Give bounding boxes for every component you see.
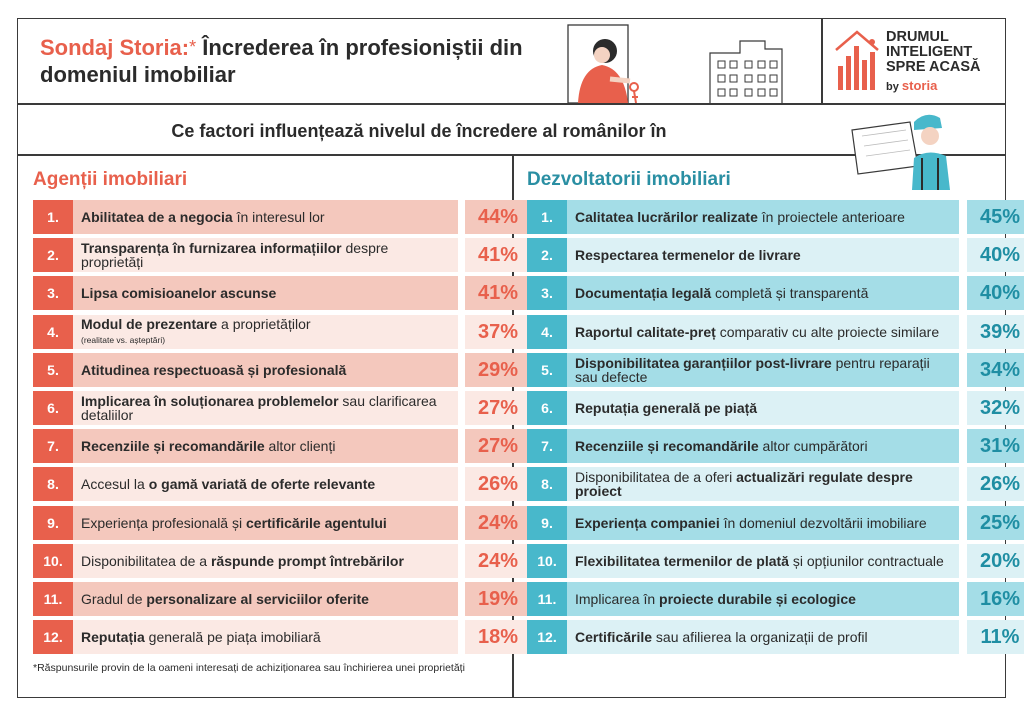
rank-number: 5.	[33, 353, 73, 387]
title-brand: Sondaj Storia:	[40, 35, 190, 60]
factor-text-bold: Transparența în furnizarea informațiilor	[81, 240, 342, 256]
factor-text	[81, 286, 276, 300]
table-row	[33, 353, 533, 387]
factor-text	[81, 241, 452, 269]
factor-text-bold: Implicarea în soluționarea problemelor	[81, 393, 339, 409]
left-section-title: Agenții imobiliari	[33, 169, 188, 190]
table-row	[33, 544, 533, 578]
factor-label	[73, 200, 458, 234]
factor-text-pre: Gradul de	[81, 591, 147, 607]
factor-text-bold: o gamă variată de oferte relevante	[148, 476, 376, 492]
table-row	[527, 315, 1024, 349]
right-section-title: Dezvoltatorii imobiliari	[527, 169, 731, 190]
factor-text-bold: Atitudinea respectuoasă și profesională	[81, 362, 347, 378]
percentage-value: 25%	[967, 506, 1024, 540]
factor-text	[81, 516, 387, 530]
factor-label	[73, 467, 458, 501]
table-row	[527, 582, 1024, 616]
rank-number: 3.	[33, 276, 73, 310]
factor-text	[81, 210, 325, 224]
factor-text-bold: Experiența companiei	[575, 515, 720, 531]
factor-text	[575, 630, 868, 644]
table-row	[527, 429, 1024, 463]
factor-text	[575, 248, 801, 262]
factor-text	[575, 470, 953, 498]
logo-line-3: SPRE ACASĂ	[886, 59, 981, 75]
factor-text	[81, 630, 321, 644]
factor-text	[81, 394, 452, 422]
table-row	[527, 391, 1024, 425]
factor-text-bold: personalizare al serviciilor oferite	[146, 591, 369, 607]
logo-by: by	[886, 81, 899, 93]
factor-text-rest: despre proprietăți	[81, 240, 389, 270]
factor-text	[81, 439, 335, 453]
factor-text	[81, 477, 375, 491]
factor-label	[567, 315, 959, 349]
percentage-value: 26%	[465, 467, 531, 501]
table-row	[527, 620, 1024, 654]
factor-text	[575, 401, 757, 415]
percentage-value: 41%	[465, 238, 531, 272]
factor-label	[567, 276, 959, 310]
factor-text-pre: Accesul la	[81, 476, 149, 492]
factor-text	[575, 554, 944, 568]
factor-text-rest: și opțiunilor contractuale	[788, 553, 944, 569]
factor-text-rest: a proprietăților	[217, 316, 311, 332]
table-row	[527, 353, 1024, 387]
factor-text-rest: sau clarificarea detaliilor	[81, 393, 437, 423]
storia-logo	[832, 26, 1002, 96]
subtitle: Ce factori influențează nivelul de încredere al românilor în	[171, 121, 667, 141]
rank-number: 9.	[33, 506, 73, 540]
factor-text-rest: generală pe piața imobiliară	[144, 629, 321, 645]
rank-number: 8.	[527, 467, 567, 501]
rank-number: 11.	[527, 582, 567, 616]
table-row	[33, 276, 533, 310]
percentage-value: 24%	[465, 544, 531, 578]
percentage-value: 29%	[465, 353, 531, 387]
factor-label	[567, 353, 959, 387]
factor-text-bold: Abilitatea de a negocia	[81, 209, 233, 225]
factor-text	[575, 286, 868, 300]
house-bars-icon	[832, 26, 882, 92]
columns-divider	[512, 154, 514, 698]
factor-text-bold: răspunde prompt întrebărilor	[210, 553, 404, 569]
factor-text	[575, 592, 856, 606]
factor-text-bold: certificările agentului	[246, 515, 387, 531]
factor-label	[567, 620, 959, 654]
factor-label	[567, 506, 959, 540]
factor-label	[73, 429, 458, 463]
table-row	[33, 315, 533, 349]
rank-number: 7.	[527, 429, 567, 463]
table-row	[33, 429, 533, 463]
factor-text-bold: Modul de prezentare	[81, 316, 218, 332]
percentage-value: 26%	[967, 467, 1024, 501]
factor-text-bold: proiecte durabile și ecologice	[659, 591, 856, 607]
percentage-value: 20%	[967, 544, 1024, 578]
percentage-value: 40%	[967, 238, 1024, 272]
rank-number: 7.	[33, 429, 73, 463]
table-row	[527, 506, 1024, 540]
percentage-value: 11%	[967, 620, 1024, 654]
factor-text-bold: Recenziile și recomandările	[575, 438, 759, 454]
factor-label	[567, 429, 959, 463]
factor-label	[73, 391, 458, 425]
rank-number: 5.	[527, 353, 567, 387]
percentage-value: 37%	[465, 315, 531, 349]
percentage-value: 16%	[967, 582, 1024, 616]
factor-text	[81, 554, 404, 568]
table-row	[33, 467, 533, 501]
factor-text-rest: altor cumpărători	[758, 438, 868, 454]
rank-number: 12.	[527, 620, 567, 654]
percentage-value: 44%	[465, 200, 531, 234]
factor-label	[73, 620, 458, 654]
rank-number: 4.	[33, 315, 73, 349]
factor-text-rest: în interesul lor	[232, 209, 325, 225]
percentage-value: 41%	[465, 276, 531, 310]
factor-label	[567, 467, 959, 501]
table-row	[33, 620, 533, 654]
factor-text-bold: actualizări regulate despre proiect	[575, 469, 913, 499]
logo-storia: storia	[901, 78, 938, 93]
title-asterisk: *	[189, 37, 197, 57]
table-row	[33, 391, 533, 425]
factor-text-bold: Raportul calitate-preț	[575, 324, 716, 340]
percentage-value: 32%	[967, 391, 1024, 425]
factor-text-bold: Certificările	[575, 629, 653, 645]
factor-text-rest: comparativ cu alte proiecte similare	[715, 324, 940, 340]
rank-number: 1.	[33, 200, 73, 234]
table-row	[527, 467, 1024, 501]
table-row	[527, 276, 1024, 310]
rank-number: 9.	[527, 506, 567, 540]
factor-text-bold: Disponibilitatea garanțiilor post-livrare	[575, 355, 832, 371]
table-row	[527, 544, 1024, 578]
table-row	[527, 238, 1024, 272]
factor-label	[567, 391, 959, 425]
factor-text	[575, 439, 868, 453]
factor-text	[575, 356, 953, 384]
factor-text-note: (realitate vs. așteptări)	[81, 335, 166, 345]
factor-label	[73, 544, 458, 578]
table-row	[527, 200, 1024, 234]
factor-label	[73, 506, 458, 540]
factor-text-bold: Flexibilitatea termenilor de plată	[575, 553, 789, 569]
header-vertical-divider	[821, 18, 823, 104]
factor-text	[575, 325, 939, 339]
factor-text	[575, 516, 927, 530]
rank-number: 2.	[527, 238, 567, 272]
factor-text-pre: Disponibilitatea de a oferi	[575, 469, 737, 485]
worker-with-blueprint-illustration	[848, 108, 958, 190]
woman-with-keys-illustration	[560, 19, 820, 103]
logo-line-1: DRUMUL	[886, 29, 949, 45]
percentage-value: 39%	[967, 315, 1024, 349]
factor-text-pre: Disponibilitatea de a	[81, 553, 211, 569]
factor-text-rest: pentru reparații sau defecte	[575, 355, 930, 385]
rank-number: 1.	[527, 200, 567, 234]
percentage-value: 24%	[465, 506, 531, 540]
percentage-value: 18%	[465, 620, 531, 654]
factor-text-bold: Documentația legală	[575, 285, 712, 301]
percentage-value: 19%	[465, 582, 531, 616]
factor-label	[73, 276, 458, 310]
factor-text	[575, 210, 905, 224]
table-row	[33, 582, 533, 616]
rank-number: 11.	[33, 582, 73, 616]
factor-label	[73, 582, 458, 616]
title-text: Încrederea în profesioniștii din domeniul imobiliar	[40, 35, 523, 87]
factor-text	[81, 592, 369, 606]
logo-line-2: INTELIGENT	[886, 44, 973, 60]
factor-text-rest: în proiectele anterioare	[757, 209, 905, 225]
factor-text	[81, 317, 311, 347]
rank-number: 8.	[33, 467, 73, 501]
rank-number: 4.	[527, 315, 567, 349]
factor-text-pre: Experiența profesională și	[81, 515, 246, 531]
table-row	[33, 200, 533, 234]
factor-text	[81, 363, 346, 377]
header-divider	[17, 103, 1006, 105]
footnote: *Răspunsurile provin de la oameni interesați de achiziționarea sau închirierea unei proprietăți	[33, 662, 465, 674]
rank-number: 6.	[527, 391, 567, 425]
factor-text-rest: în domeniul dezvoltării imobiliare	[719, 515, 927, 531]
factor-label	[567, 238, 959, 272]
rank-number: 3.	[527, 276, 567, 310]
logo-text	[886, 30, 981, 75]
factor-label	[73, 315, 458, 349]
rank-number: 2.	[33, 238, 73, 272]
table-row	[33, 506, 533, 540]
factor-text-bold: Reputația	[81, 629, 145, 645]
factor-text-bold: Calitatea lucrărilor realizate	[575, 209, 758, 225]
table-row	[33, 238, 533, 272]
rank-number: 10.	[527, 544, 567, 578]
factor-text-bold: Respectarea termenelor de livrare	[575, 247, 801, 263]
factor-text-rest: sau afilierea la organizații de profil	[652, 629, 868, 645]
factor-text-rest: completă și transparentă	[711, 285, 869, 301]
factor-label	[567, 544, 959, 578]
logo-byline	[886, 78, 937, 93]
rank-number: 6.	[33, 391, 73, 425]
percentage-value: 31%	[967, 429, 1024, 463]
rank-number: 12.	[33, 620, 73, 654]
percentage-value: 27%	[465, 429, 531, 463]
factor-label	[567, 200, 959, 234]
percentage-value: 27%	[465, 391, 531, 425]
factor-text-rest: altor clienți	[264, 438, 336, 454]
factor-text-bold: Lipsa comisioanelor ascunse	[81, 285, 277, 301]
factor-text-pre: Implicarea în	[575, 591, 660, 607]
factor-label	[73, 238, 458, 272]
page-title	[40, 34, 560, 88]
factor-text-bold: Reputația generală pe piață	[575, 400, 758, 416]
percentage-value: 40%	[967, 276, 1024, 310]
percentage-value: 34%	[967, 353, 1024, 387]
factor-label	[567, 582, 959, 616]
percentage-value: 45%	[967, 200, 1024, 234]
factor-text-bold: Recenziile și recomandările	[81, 438, 265, 454]
rank-number: 10.	[33, 544, 73, 578]
factor-label	[73, 353, 458, 387]
